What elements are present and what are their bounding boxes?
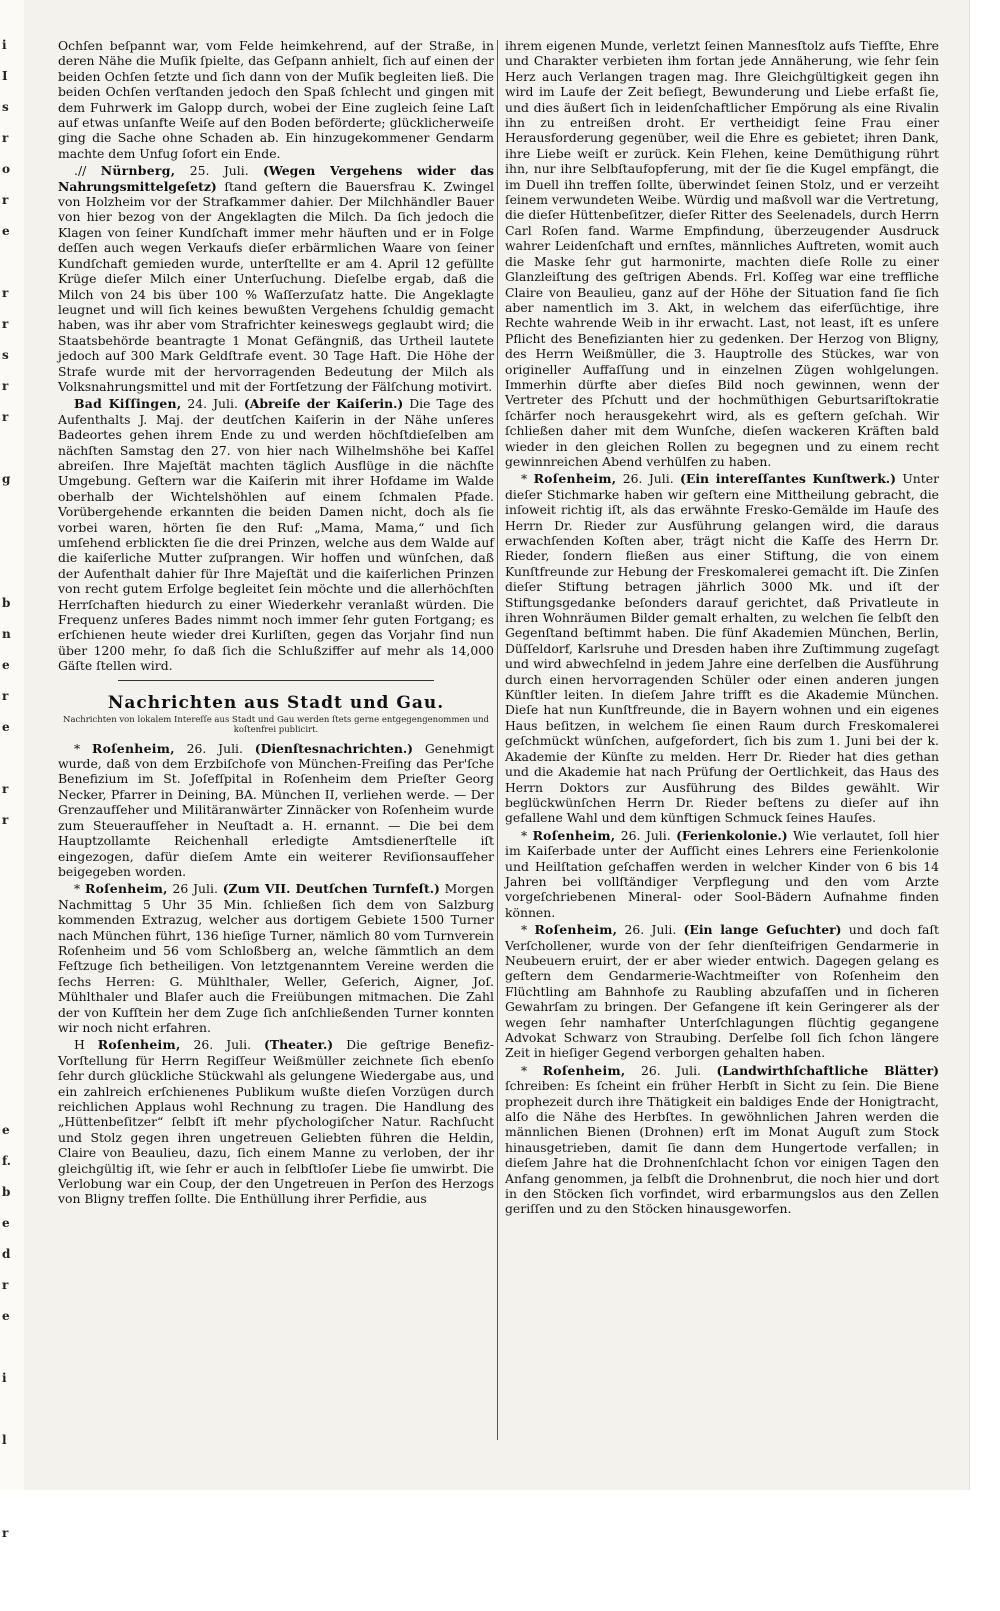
article-body: ſtand geſtern die Bauersfrau K. Zwingel von Holzheim vor der Strafkammer dahier. Der Milchhändler Bauer von hier bezog von der Angeklagten die Milch. Da ſich jedoch die Klagen von ſeiner Kundſchaft immer mehr häuften und er in Folge deſſen auch wegen Verkaufs dieſer erbärmlichen Waare von ſeiner Kundſchaft gemieden wurde, unterſtellte er am 4. April 12 gefüllte Krüge dieſer Milch einer Unterſuchung. Dieſelbe ergab, daß die Milch von 24 bis über 100 % Waſſerzuſatz hatte. Die Angeklagte leugnet und will ſich keines bewußten Vergehens ſchuldig gemacht haben, was ihr aber vom Strafrichter keineswegs geglaubt wird; die Staatsbehörde beantragte 1 Monat Gefängniß, das Urtheil lautete jedoch auf 300 Mark Geldſtrafe event. 30 Tage Haft. Die Höhe der Strafe wurde mit der hervorragenden Bedeutung der Milch als Volksnahrungsmittel und mit der Fortſetzung der Fälſchung motivirt. <box>58 178 494 394</box>
margin-fragment-letter: b <box>2 596 11 610</box>
dateline-date: 26. Juli. <box>625 1062 717 1078</box>
article-mark: * <box>74 881 85 897</box>
article-topic: (Ein intereſſantes Kunſtwerk.) <box>680 471 896 487</box>
article-mark: * <box>74 740 92 756</box>
margin-fragment-letter <box>2 1487 20 1518</box>
dateline-date: 26. Juli. <box>615 827 677 843</box>
article-nuernberg <box>58 163 494 394</box>
article-kunstwerk <box>505 471 939 825</box>
article-body: Morgen Nachmittag 5 Uhr 35 Min. ſchließen ſich dem von Salzburg kommenden Extrazug, welcher aus dortigem Gebiete 1500 Turner nach München führt, 136 hieſige Turner, nämlich 80 vom Turnverein Roſenheim und 56 vom Schloßberg an, welche ſämmtlich an dem Feſtzuge ſich betheiligen. Von letztgenanntem Vereine werden die ſechs Herren: G. Mühlthaler, Weller, Geſerich, Aigner, Joſ. Mühlthaler und Blaſer auch die Freiübungen mitmachen. Die Zahl der von Kufſtein her dem Zuge ſich anſchließenden Turner konnten wir noch nicht erfahren. <box>58 881 494 1035</box>
margin-fragment-letter <box>2 1580 20 1611</box>
margin-fragment-letter <box>2 526 20 557</box>
dateline-place: Roſenheim, <box>97 1037 181 1053</box>
dateline-place: Roſenheim, <box>532 827 616 843</box>
article-mark: H <box>74 1037 98 1053</box>
article-body: und doch faſt Verſchollener, wurde von der ſehr dienſteifrigen Gendarmerie in Neubeuern eruirt, der er aber wieder entwich. Dagegen gelang es geſtern dem Gendarmerie-Wachtmeiſter von Roſenheim den Flüchtling am Bahnhofe zu Raubling abzufaſſen und in ſicheren Gewahrſam zu bringen. Der Gefangene iſt kein Geringerer als der wegen ſehr namhafter Unterſchlagungen flüchtig gegangene Advokat Schwarz von Straubing. Derſelbe ſoll ſich ſchon längere Zeit in hieſiger Gegend verborgen gehalten haben. <box>505 922 939 1061</box>
article-ox-incident: Ochſen beſpannt war, vom Felde heimkehrend, auf der Straße, in deren Nähe die Muſik ſpielte, das Geſpann anhielt, ſich auf einen der beiden Ochſen ſetzte und ſich dann von der Muſik begleiten ließ. Die beiden Ochſen verſtanden jedoch den Spaß ſchlecht und gingen mit dem Fuhrwerk im Galopp durch, wobei der Eine zugleich ſeine Laſt auf etwas unſanfte Weiſe auf den Boden beförderte; glücklicherweiſe ging die Sache ohne Schaden ab. Ein hinzugekommener Gendarm machte dem Unfug ſofort ein Ende. <box>58 38 494 161</box>
article-body: Wie verlautet, ſoll hier im Kaiſerbade unter der Aufſicht eines Lehrers eine Ferienkolonie und Heilſtation geſchaffen werden in welcher Kinder von 6 bis 14 Jahren bei vollſtändiger Verpflegung und den vom Arzte vorgeſchriebenen Mineral- oder Sool-Bädern Aufnahme finden können. <box>505 827 939 920</box>
article-theater-continued: ihrem eigenen Munde, verletzt ſeinen Mannesſtolz aufs Tiefſte, Ehre und Charakter verbieten ihm fortan jede Annäherung, wie ſehr ſein Herz auch Verlangen tragen mag. Ihre Gleichgültigkeit gegen ihn wird im Laufe der Zeit beſiegt, Bewunderung und Liebe erfaßt ſie, und dies äußert ſich in leidenſchaftlicher Empörung als eine Rivalin ihn zu entreißen droht. Er vertheidigt ſeine Frau einer Herausforderung gegenüber, weil die Ehre es gebietet; ihren Dank, ihre Liebe weiſt er zurück. Kein Flehen, keine Demüthigung rührt ihn, nur ihre Selbſtaufopferung, mit der ſie die Kugel empfängt, die im Duell ihn treffen ſollte, überwindet ſeinen Stolz, und er verzeiht ſeinem verwundeten Weibe. Würdig und maßvoll war die Vertretung, die dieſer Hüttenbeſitzer, dieſer Ritter des Seelenadels, durch Herrn Carl Roſen fand. Warme Empfindung, überzeugender Ausdruck wahrer Leidenſchaft und ernſtes, männliches Auftreten, womit auch die Maske ſehr gut harmonirte, machten dieſe Rolle zu einer Glanzleiſtung des geſtrigen Abends. Frl. Koſſeg war eine treffliche Claire von Beaulieu, ganz auf der Höhe der Situation fand ſie ſich aber namentlich im 3. Akt, in welchem das eiferſüchtige, ihre Rechte wahrende Weib in ihr erwacht. Last, not least, iſt es unſere Pflicht des Benefizianten hier zu gedenken. Der Herzog von Bligny, des Herrn Weißmüller, die 3. Hauptrolle des Stückes, war von origineller Auffaſſung und in einzelnen Zügen wohlgelungen. Immerhin dürfte aber dieſes Bild noch gewinnen, wenn der Vertreter des Pſchutt und der hochmüthigen Geburtsariſtokratie ſchärfer noch herausgekehrt wird, als es geſtern geſchah. Wir ſchließen daher mit dem Wunſche, dieſen wackeren Kräften bald wieder in den gleichen Rollen zu begegnen und zu einem recht gewinnreichen Abend verhülfen zu haben. <box>505 38 939 469</box>
margin-fragment-letter: d <box>2 1247 11 1261</box>
dateline-place: Roſenheim, <box>542 1062 626 1078</box>
margin-fragment-letter: e <box>2 224 10 238</box>
margin-fragment-letter: f. <box>2 1154 11 1168</box>
section-title: Nachrichten aus Stadt und Gau. <box>107 692 445 713</box>
article-body: Genehmigt wurde, daß von dem Erzbiſchofe von München-Freiſing das Per'ſche Benefizium im St. Joſefſpital in Roſenheim dem Prieſter Georg Necker, Pfarrer in Deining, BA. München II, verliehen werde. — Der Grenzaufſeher und Militäranwärter Zinnäcker von Roſenheim wurde zum Steueraufſeher in Neuſtadt a. H. ernannt. — Die bei dem Hauptzollamte Reichenhall erledigte Amtsdienerſtelle iſt eingezogen, dafür dieſem Amte ein weiterer Reviſionsaufſeher beigegeben worden. <box>58 740 494 879</box>
margin-fragment-letter: r <box>2 317 9 331</box>
margin-fragment-letter: g <box>2 472 11 486</box>
margin-fragment-letter: r <box>2 410 9 424</box>
dateline-date: 26. Juli. <box>616 471 681 487</box>
left-column <box>58 38 494 1209</box>
article-topic: (Ein lange Geſuchter) <box>683 922 842 938</box>
dateline-place: Nürnberg, <box>100 163 176 179</box>
section-note: Nachrichten von lokalem Intereſſe aus Stadt und Gau werden ſtets gerne entgegengenommen und koſtenfrei publicirt. <box>63 714 489 735</box>
column-divider <box>497 40 498 1440</box>
margin-fragment-letter: n <box>2 627 11 641</box>
margin-fragment-letter: s <box>2 348 9 362</box>
margin-fragment-letter: e <box>2 1309 10 1323</box>
margin-fragment-letter: s <box>2 100 9 114</box>
margin-fragment-letter: I <box>2 69 8 83</box>
dateline-date: 26 Juli. <box>167 881 223 897</box>
dateline-place: Roſenheim, <box>84 881 168 897</box>
margin-fragment-letter: r <box>2 813 9 827</box>
margin-fragment-letter <box>2 991 20 1022</box>
margin-fragment-letter: r <box>2 1278 9 1292</box>
right-column <box>505 38 939 1219</box>
margin-fragment-letter: r <box>2 193 9 207</box>
margin-fragment-letter <box>2 557 20 588</box>
article-body: Unter dieſer Stichmarke haben wir geſtern eine Mittheilung gebracht, die inſoweit richtig iſt, als das erwähnte Fresko-Gemälde im Hauſe des Herrn Dr. Rieder zur Ausführung gelangen wird, die daraus erwachſenden Koſten aber, trägt nicht die Kaſſe des Herrn Dr. Rieder, ſondern fließen aus einer Stiftung, die von einem Kunſtfreunde zur Hebung der Freskomalerei gemacht iſt. Die Zinſen dieſer Stiftung betragen jährlich 3000 Mk. und iſt der Stiftungsgedanke beſonders darauf gerichtet, daß Privatleute in ihren Wohnräumen Bilder gemalt erhalten, zu welchen ſie ſelbſt den Gegenſtand beſtimmt haben. Die fünf Akademien München, Berlin, Düſſeldorf, Karlsruhe und Dresden haben ihre Zuſtimmung zugeſagt und wird abwechſelnd in jedem Jahre eine derſelben die Ausführung durch einen hervorragenden Schüler oder einen anderen jungen Künſtler leiten. In dieſem Jahre trifft es die Akademie München. Dieſe hat nun Kunſtfreunde, die in Bayern wohnen und ein eigenes Haus beſitzen, in welchem ſie einen Raum durch Freskomalerei geſchmückt wünſchen, aufgefordert, ſich bis zum 1. Juni bei der k. Akademie der Künſte zu melden. Herr Dr. Rieder hat dies gethan und die Akademie hat nach Prüfung der Oertlichkeit, das Haus des Herrn Doktors zur Ausführung des Bildes gewählt. Wir beglückwünſchen Herrn Dr. Rieder beſtens zu dieſer auf ihn gefallene Wahl und dem künftigen Schmuck ſeines Hauſes. <box>505 471 939 826</box>
margin-fragment-letter: r <box>2 379 9 393</box>
article-ferienkolonie <box>505 828 939 920</box>
page-right-margin <box>969 0 1000 1490</box>
article-bad-kissingen <box>58 396 494 673</box>
margin-fragment-letter <box>2 1084 20 1115</box>
margin-fragment-letter <box>2 247 20 278</box>
margin-fragment-letter <box>2 1332 20 1363</box>
margin-fragment-letter <box>2 898 20 929</box>
article-mark: * <box>521 1062 543 1078</box>
binding-edge <box>0 0 24 1540</box>
margin-fragment-letter <box>2 929 20 960</box>
dateline-date: 26. Juli. <box>617 922 684 938</box>
margin-fragment-letter <box>2 1456 20 1487</box>
margin-fragment-letter: r <box>2 131 9 145</box>
margin-fragment-letter: b <box>2 1185 11 1199</box>
margin-fragment-letter: e <box>2 1123 10 1137</box>
margin-fragment-letter <box>2 495 20 526</box>
margin-fragment-letter: e <box>2 720 10 734</box>
article-mark: * <box>521 827 533 843</box>
margin-fragment-letter: r <box>2 782 9 796</box>
article-body: Die geſtrige Benefiz-Vorſtellung für Herrn Regiſſeur Weißmüller zeichnete ſich ebenſo ſehr durch glückliche Stückwahl als gelungene Wiedergabe aus, und ein zahlreich erſchienenes Publikum wußte dieſen Vorzügen durch reichlichen Applaus wohl Rechnung zu tragen. Die Handlung des „Hüttenbeſitzer“ ſelbſt iſt mehr pſychologiſcher Natur. Rachſucht und Stolz gegen ihren ungetreuen Geliebten führen die Heldin, Claire von Beaulieu, dazu, ſich einem Manne zu verloben, der ihr gleichgültig iſt, wie ſehr er auch in ſelbſtloſer Liebe ſie umwirbt. Die Verlobung war ein Coup, der den Ungetreuen in Perſon des Herzogs von Bligny treffen ſollte. Die Enthüllung ihrer Perfidie, aus <box>58 1037 494 1207</box>
article-gesuchter <box>505 922 939 1061</box>
dateline-place: Roſenheim, <box>534 922 618 938</box>
article-bienen <box>505 1063 939 1217</box>
article-mark: * <box>521 922 535 938</box>
margin-fragment-letter <box>2 960 20 991</box>
dateline-place: Bad Kiſſingen, <box>74 396 182 412</box>
dateline-date: 26. Juli. <box>180 1037 264 1053</box>
margin-fragment-letter <box>2 743 20 774</box>
margin-fragment-letter: e <box>2 1216 10 1230</box>
margin-fragment-letter <box>2 1394 20 1425</box>
margin-fragment-letter: r <box>2 689 9 703</box>
dateline-date: 25. Juli. <box>175 163 264 179</box>
margin-fragment-letter <box>2 836 20 867</box>
margin-fragment-letter: r <box>2 1526 9 1540</box>
article-body: ſchreiben: Es ſcheint ein früher Herbſt in Sicht zu ſein. Die Biene prophezeit durch ihre Thätigkeit ein baldiges Ende der Honigtracht, alſo die Nähe des Herbſtes. In gewöhnlichen Jahren werden die männlichen Bienen (Drohnen) erſt im Monat Auguſt zum Stock hinausgetrieben, damit ſie dann dem Hungertode verfallen; in dieſem Jahre hat die Drohnenſchlacht ſchon vor einigen Tagen den Anfang genommen, ja ſelbſt die Drohnenbrut, die noch hier und dort in den Stöcken ſich vorfindet, wird erbarmungslos aus den Zellen geriſſen und zu den Stöcken hinausgeworfen. <box>505 1078 939 1217</box>
margin-fragment-letter: l <box>2 1433 7 1447</box>
dateline-date: 26. Juli. <box>174 740 255 756</box>
article-mark: .// <box>74 163 101 179</box>
article-body: Die Tage des Aufenthalts J. Maj. der deutſchen Kaiſerin in der Nähe unſeres Badeortes gehen ihrem Ende zu und werden höchſtdieſelben am nächſten Samstag den 27. von hier nach Wilhelmshöhe bei Kaſſel abreiſen. Ihre Majeſtät machten täglich Ausflüge in die nächſte Umgebung. Geſtern war die Kaiſerin mit ihrer Hofdame im Walde oberhalb der Wichtelshöhlen auf einem ſchmalen Pfade. Vorübergehende erkannten die beiden Damen nicht, doch als ſie vorbei waren, hörten ſie den Ruf: „Mama, Mama,“ und ſich umſehend erblickten ſie die drei Prinzen, welche aus dem Walde auf die kaiſerliche Mutter zuſprangen. Wir hoffen und wünſchen, daß der Aufenthalt dahier für Ihre Majeſtät und die kaiſerlichen Prinzen von recht gutem Erfolge begleitet ſein möchte und die allerhöchſten Herrſchaften hiedurch zu einer Wiederkehr veranlaßt würden. Die Frequenz unſeres Bades nimmt noch immer ſehr guten Fortgang; es erſchienen heute wieder drei Kurliſten, gegen das Vorjahr ſind nun über 1200 mehr, ſo daß ſich die Schlußziffer auf mehr als 14,000 Gäſte ſtellen wird. <box>58 396 494 674</box>
article-topic: (Wegen Vergehens wider das Nahrungsmittelgeſetz) <box>58 163 494 194</box>
margin-fragment-letter: i <box>2 38 7 52</box>
article-theater <box>58 1037 494 1206</box>
article-turnfest <box>58 881 494 1035</box>
margin-fragment-letter <box>2 433 20 464</box>
margin-fragments <box>2 30 20 1611</box>
article-topic: (Ferienkolonie.) <box>676 827 788 843</box>
margin-fragment-letter <box>2 1053 20 1084</box>
article-topic: (Abreiſe der Kaiſerin.) <box>243 396 404 412</box>
margin-fragment-letter: i <box>2 1371 7 1385</box>
section-rule <box>118 680 434 681</box>
margin-fragment-letter: e <box>2 658 10 672</box>
article-mark: * <box>521 471 534 487</box>
margin-fragment-letter: r <box>2 286 9 300</box>
margin-fragment-letter <box>2 1549 20 1580</box>
margin-fragment-letter: o <box>2 162 11 176</box>
article-topic: (Dienſtesnachrichten.) <box>254 740 414 756</box>
article-topic: (Landwirthſchaftliche Blätter) <box>716 1062 939 1078</box>
dateline-date: 24. Juli. <box>181 396 244 412</box>
article-topic: (Theater.) <box>263 1037 334 1053</box>
dateline-place: Roſenheim, <box>92 740 175 756</box>
article-topic: (Zum VII. Deutſchen Turnfeſt.) <box>222 881 440 897</box>
margin-fragment-letter <box>2 867 20 898</box>
dateline-place: Roſenheim, <box>533 471 617 487</box>
article-dienstesnachrichten <box>58 741 494 880</box>
margin-fragment-letter <box>2 1022 20 1053</box>
